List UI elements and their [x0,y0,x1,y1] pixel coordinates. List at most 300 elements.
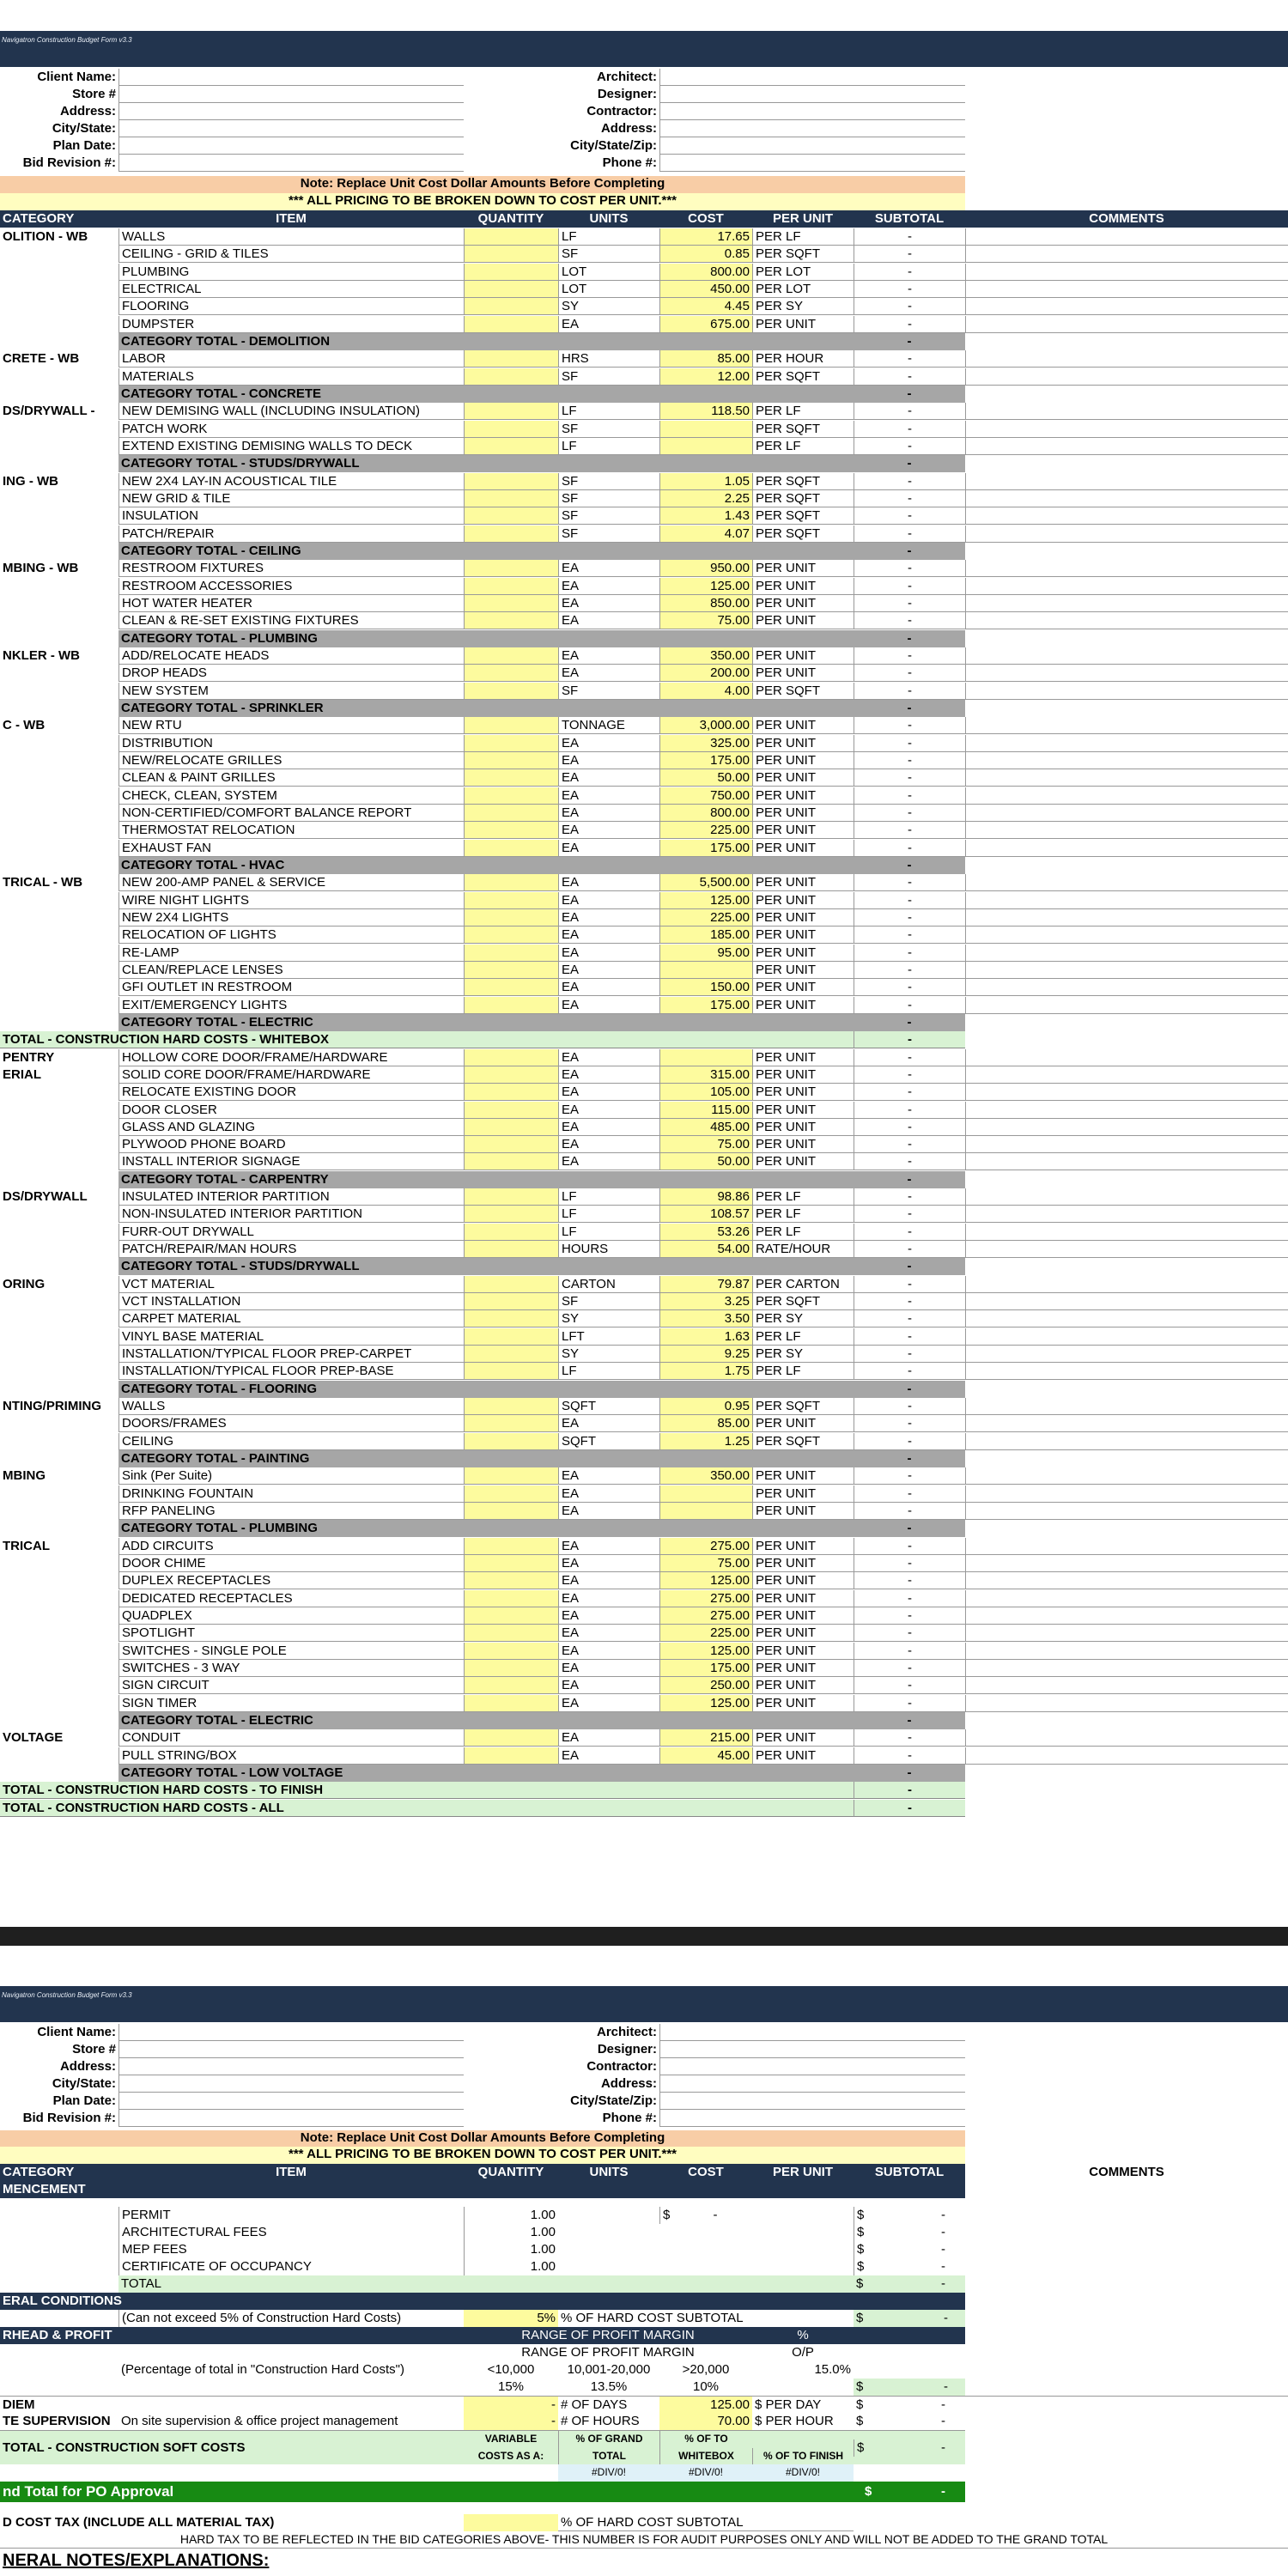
quantity-input[interactable] [464,1241,558,1258]
quantity-input[interactable] [464,1415,558,1432]
comments-field[interactable] [965,264,1288,281]
quantity-input[interactable] [464,473,558,490]
comments-field[interactable] [965,350,1288,368]
cost-input[interactable]: 175.00 [659,840,752,857]
label-contractor: Contractor: [586,104,657,118]
cost-input[interactable] [659,438,752,455]
comments-field[interactable] [965,1398,1288,1415]
quantity-input[interactable] [464,1049,558,1066]
comments-field[interactable] [965,403,1288,420]
op-sub-dash: - [944,2379,948,2394]
comments-field[interactable] [965,909,1288,927]
comments-field[interactable] [965,1467,1288,1485]
field-designer[interactable] [659,86,965,103]
comments-field[interactable] [965,473,1288,490]
comments-field[interactable] [965,1555,1288,1572]
quantity-input[interactable] [464,1102,558,1119]
comments-field[interactable] [965,1346,1288,1363]
quantity-input[interactable] [464,979,558,996]
col-units: UNITS [589,211,629,226]
per-unit-value: PER UNIT [752,1572,854,1589]
comments-field[interactable] [965,787,1288,805]
comments-field[interactable] [965,979,1288,996]
cost-input[interactable]: 17.65 [659,228,752,246]
cost-input[interactable]: 85.00 [659,1415,752,1432]
category-total-label: CATEGORY TOTAL - HVAC [118,857,965,874]
quantity-input[interactable] [464,264,558,281]
tax-pct-input[interactable] [464,2514,558,2531]
comments-field[interactable] [965,1590,1288,1607]
cost-input[interactable]: 75.00 [659,1136,752,1153]
cost-input[interactable]: 45.00 [659,1747,752,1765]
cost-input[interactable] [659,1049,752,1066]
cost-input[interactable]: 225.00 [659,909,752,927]
cost-input[interactable]: 125.00 [659,1695,752,1712]
quantity-input[interactable] [464,1660,558,1677]
cost-input[interactable]: 250.00 [659,1677,752,1694]
comments-field[interactable] [965,298,1288,315]
per-unit-value: PER UNIT [752,1119,854,1136]
field-address2[interactable] [659,120,965,137]
subtotal-value: - [854,368,965,386]
comments-field[interactable] [965,717,1288,734]
cost-input[interactable]: 108.57 [659,1206,752,1223]
comments-field[interactable] [965,1538,1288,1555]
cost-input[interactable]: 98.86 [659,1188,752,1206]
cost-input[interactable]: 315.00 [659,1066,752,1084]
comments-field[interactable] [965,1241,1288,1258]
comments-field[interactable] [965,1643,1288,1660]
cost-input[interactable]: 225.00 [659,822,752,839]
whitebox-pct-label-2: WHITEBOX [659,2448,752,2465]
cost-input[interactable]: 125.00 [659,1643,752,1660]
table-row [0,787,1288,805]
quantity-input[interactable] [464,1572,558,1589]
comments-field[interactable] [965,805,1288,822]
quantity-input[interactable] [464,1729,558,1747]
field-address[interactable] [118,103,464,120]
cost-input[interactable]: 0.85 [659,246,752,263]
cost-input[interactable]: 1.05 [659,473,752,490]
comments-field[interactable] [965,421,1288,438]
quantity-input[interactable] [464,1276,558,1293]
cost-input[interactable]: 215.00 [659,1729,752,1747]
cost-input[interactable]: 3,000.00 [659,717,752,734]
comments-field[interactable] [965,246,1288,263]
qty-coo[interactable]: 1.00 [464,2258,558,2275]
cost-input[interactable]: 185.00 [659,927,752,944]
comments-field[interactable] [965,945,1288,962]
field-address2-2[interactable] [659,2075,965,2093]
quantity-input[interactable] [464,945,558,962]
cost-input[interactable]: 1.25 [659,1433,752,1450]
category-total-row [0,1765,1288,1782]
quantity-input[interactable] [464,997,558,1014]
quantity-input[interactable] [464,1188,558,1206]
subtotal-value: - [854,1136,965,1153]
comments-field[interactable] [965,735,1288,752]
comments-field[interactable] [965,1066,1288,1084]
comments-field[interactable] [965,1049,1288,1066]
comments-field[interactable] [965,997,1288,1014]
quantity-input[interactable] [464,1084,558,1101]
comments-field[interactable] [965,612,1288,629]
qty-permit[interactable]: 1.00 [464,2207,558,2224]
per-unit-value: PER SQFT [752,368,854,386]
quantity-input[interactable] [464,1066,558,1084]
quantity-input[interactable] [464,421,558,438]
cost-input[interactable]: 675.00 [659,316,752,333]
comments-field[interactable] [965,647,1288,665]
label-citystate: City/State: [52,121,116,136]
quantity-input[interactable] [464,892,558,909]
comments-field[interactable] [965,1206,1288,1223]
perdiem-label: DIEM [3,2397,35,2412]
quantity-input[interactable] [464,1119,558,1136]
comments-field[interactable] [965,281,1288,298]
cost-input[interactable]: 125.00 [659,892,752,909]
cost-input[interactable]: 75.00 [659,1555,752,1572]
field-cityzip[interactable] [659,137,965,155]
cost-input[interactable]: 2.25 [659,490,752,507]
item-label: MATERIALS [118,368,464,386]
quantity-input[interactable] [464,246,558,263]
quantity-input[interactable] [464,1555,558,1572]
quantity-input[interactable] [464,490,558,507]
quantity-input[interactable] [464,683,558,700]
quantity-input[interactable] [464,805,558,822]
cost-input[interactable]: 125.00 [659,578,752,595]
comments-field[interactable] [965,368,1288,386]
comments-field[interactable] [965,316,1288,333]
per-unit-value: PER UNIT [752,1485,854,1503]
cost-input[interactable]: 3.50 [659,1310,752,1327]
item-label: NON-CERTIFIED/COMFORT BALANCE REPORT [118,805,464,822]
field-cityzip-2[interactable] [659,2093,965,2110]
comments-field[interactable] [965,228,1288,246]
comments-field[interactable] [965,1310,1288,1327]
label-store-2: Store # [72,2042,116,2057]
perdiem-qty[interactable]: - [464,2397,558,2414]
quantity-input[interactable] [464,752,558,769]
quantity-input[interactable] [464,1485,558,1503]
comments-field[interactable] [965,1660,1288,1677]
cost-input[interactable]: 325.00 [659,735,752,752]
category-total-label: CATEGORY TOTAL - DEMOLITION [118,333,965,350]
comments-field[interactable] [965,595,1288,612]
quantity-input[interactable] [464,1467,558,1485]
cost-input[interactable] [659,1485,752,1503]
cost-input[interactable]: 85.00 [659,350,752,368]
field-contractor[interactable] [659,103,965,120]
cost-input[interactable]: 850.00 [659,595,752,612]
cost-input[interactable]: 275.00 [659,1590,752,1607]
table-row [0,1695,1288,1712]
quantity-input[interactable] [464,1224,558,1241]
comments-field[interactable] [965,1485,1288,1503]
quantity-input[interactable] [464,1346,558,1363]
item-label: HOT WATER HEATER [118,595,464,612]
quantity-input[interactable] [464,316,558,333]
quantity-input[interactable] [464,874,558,891]
site-label: TE SUPERVISION [3,2414,111,2428]
quantity-input[interactable] [464,840,558,857]
cost-input[interactable]: 950.00 [659,560,752,577]
quantity-input[interactable] [464,822,558,839]
field-phone[interactable] [659,155,965,172]
comments-field[interactable] [965,1293,1288,1310]
cost-input[interactable]: 125.00 [659,1572,752,1589]
quantity-input[interactable] [464,1643,558,1660]
cost-input[interactable]: 1.75 [659,1363,752,1380]
per-unit-value: PER UNIT [752,612,854,629]
table-row [0,368,1288,386]
gc-pct-label: % OF HARD COST SUBTOTAL [561,2311,744,2325]
cost-input[interactable]: 800.00 [659,805,752,822]
cost-input[interactable]: 225.00 [659,1625,752,1642]
cost-input[interactable]: 4.07 [659,526,752,543]
grand-total-row [0,2482,965,2502]
quantity-input[interactable] [464,1310,558,1327]
quantity-input[interactable] [464,962,558,979]
cost-input[interactable] [659,962,752,979]
per-unit-value: PER UNIT [752,1415,854,1432]
field-store-2[interactable] [118,2041,464,2058]
comments-field[interactable] [965,1695,1288,1712]
comments-field[interactable] [965,1188,1288,1206]
comments-field[interactable] [965,526,1288,543]
category-label [0,264,118,281]
cost-input[interactable]: 50.00 [659,769,752,787]
cost-input[interactable]: 50.00 [659,1153,752,1170]
comments-field[interactable] [965,1276,1288,1293]
field-bidrev-2[interactable] [118,2110,464,2127]
cost-input[interactable]: 79.87 [659,1276,752,1293]
comments-field[interactable] [965,683,1288,700]
field-client[interactable] [118,69,464,86]
field-phone-2[interactable] [659,2110,965,2127]
perdiem-cost[interactable]: 125.00 [659,2397,752,2414]
cost-input[interactable]: 350.00 [659,647,752,665]
quantity-input[interactable] [464,298,558,315]
item-label: RFP PANELING [118,1503,464,1520]
item-label: CARPET MATERIAL [118,1310,464,1327]
comments-field[interactable] [965,840,1288,857]
subtotal-value: - [854,909,965,927]
cost-input[interactable]: 53.26 [659,1224,752,1241]
quantity-input[interactable] [464,1153,558,1170]
comments-field[interactable] [965,1607,1288,1625]
cost-input[interactable]: 95.00 [659,945,752,962]
cost-input[interactable]: 54.00 [659,1241,752,1258]
site-cost[interactable]: 70.00 [659,2413,752,2430]
field-citystate-2[interactable] [118,2075,464,2093]
quantity-input[interactable] [464,927,558,944]
cost-input[interactable]: 12.00 [659,368,752,386]
quantity-input[interactable] [464,1136,558,1153]
comments-field[interactable] [965,1328,1288,1346]
field-architect-2[interactable] [659,2024,965,2041]
quantity-input[interactable] [464,1590,558,1607]
quantity-input[interactable] [464,1625,558,1642]
cost-input[interactable]: 175.00 [659,997,752,1014]
subtotal-value: - [854,1695,965,1712]
cost-input[interactable]: 800.00 [659,264,752,281]
cost-input[interactable] [659,421,752,438]
comments-field[interactable] [965,1153,1288,1170]
units-value: EA [558,1485,659,1503]
quantity-input[interactable] [464,647,558,665]
cost-input[interactable]: 150.00 [659,979,752,996]
cost-input[interactable] [659,1503,752,1520]
item-label: DOORS/FRAMES [118,1415,464,1432]
comments-field[interactable] [965,578,1288,595]
comments-field[interactable] [965,490,1288,507]
comments-field[interactable] [965,1572,1288,1589]
cost-input[interactable]: 75.00 [659,612,752,629]
qty-mep[interactable]: 1.00 [464,2241,558,2258]
op-pct[interactable]: 15.0% [814,2362,851,2377]
units-value: SY [558,1346,659,1363]
field-address-2[interactable] [118,2058,464,2075]
per-unit-value: PER UNIT [752,979,854,996]
cost-input[interactable]: 105.00 [659,1084,752,1101]
field-store[interactable] [118,86,464,103]
sub-dash-coo: - [941,2259,945,2274]
cost-input[interactable]: 115.00 [659,1102,752,1119]
quantity-input[interactable] [464,228,558,246]
cost-input[interactable]: 5,500.00 [659,874,752,891]
comments-field[interactable] [965,507,1288,525]
cost-input[interactable]: 175.00 [659,752,752,769]
cost-input[interactable]: 275.00 [659,1607,752,1625]
comments-field[interactable] [965,1119,1288,1136]
quantity-input[interactable] [464,403,558,420]
quantity-input[interactable] [464,1677,558,1694]
quantity-input[interactable] [464,735,558,752]
comments-field[interactable] [965,822,1288,839]
comments-field[interactable] [965,892,1288,909]
comments-field[interactable] [965,1747,1288,1765]
comments-field[interactable] [965,769,1288,787]
quantity-input[interactable] [464,1503,558,1520]
field-plandate-2[interactable] [118,2093,464,2110]
comments-field[interactable] [965,1503,1288,1520]
cost-input[interactable]: 1.63 [659,1328,752,1346]
quantity-input[interactable] [464,612,558,629]
field-client-2[interactable] [118,2024,464,2041]
quantity-input[interactable] [464,1695,558,1712]
cost-input[interactable]: 1.43 [659,507,752,525]
qty-arch[interactable]: 1.00 [464,2224,558,2241]
item-label: INSTALLATION/TYPICAL FLOOR PREP-CARPET [118,1346,464,1363]
quantity-input[interactable] [464,368,558,386]
quantity-input[interactable] [464,1433,558,1450]
subtotal-value: - [854,1643,965,1660]
field-architect[interactable] [659,69,965,86]
quantity-input[interactable] [464,1538,558,1555]
quantity-input[interactable] [464,909,558,927]
quantity-input[interactable] [464,1747,558,1765]
cost-input[interactable]: 275.00 [659,1538,752,1555]
quantity-input[interactable] [464,560,558,577]
quantity-input[interactable] [464,717,558,734]
comments-field[interactable] [965,1625,1288,1642]
quantity-input[interactable] [464,665,558,682]
quantity-input[interactable] [464,1363,558,1380]
cost-input[interactable]: 350.00 [659,1467,752,1485]
units-value: EA [558,1695,659,1712]
quantity-input[interactable] [464,281,558,298]
cost-input[interactable]: 3.25 [659,1293,752,1310]
quantity-input[interactable] [464,1206,558,1223]
quantity-input[interactable] [464,1607,558,1625]
quantity-input[interactable] [464,787,558,805]
cost-input[interactable]: 4.00 [659,683,752,700]
comments-field[interactable] [965,1084,1288,1101]
quantity-input[interactable] [464,1398,558,1415]
cost-input[interactable]: 200.00 [659,665,752,682]
quantity-input[interactable] [464,350,558,368]
gc-pct[interactable]: 5% [464,2310,558,2327]
field-citystate[interactable] [118,120,464,137]
table-row [0,316,1288,333]
comments-field[interactable] [965,560,1288,577]
comments-field[interactable] [965,962,1288,979]
item-label: WALLS [118,228,464,246]
comments-field[interactable] [965,1224,1288,1241]
cost-input[interactable]: 485.00 [659,1119,752,1136]
quantity-input[interactable] [464,769,558,787]
comments-field[interactable] [965,752,1288,769]
comments-field[interactable] [965,1433,1288,1450]
comments-field[interactable] [965,1729,1288,1747]
field-plandate[interactable] [118,137,464,155]
quantity-input[interactable] [464,578,558,595]
quantity-input[interactable] [464,507,558,525]
quantity-input[interactable] [464,438,558,455]
field-designer-2[interactable] [659,2041,965,2058]
cost-input[interactable]: 0.95 [659,1398,752,1415]
site-qty[interactable]: - [464,2413,558,2430]
item-label: NEW RTU [118,717,464,734]
quantity-input[interactable] [464,1328,558,1346]
comments-field[interactable] [965,874,1288,891]
comments-field[interactable] [965,438,1288,455]
field-bidrev[interactable] [118,155,464,172]
comments-field[interactable] [965,1415,1288,1432]
per-unit-value: RATE/HOUR [752,1241,854,1258]
comments-field[interactable] [965,927,1288,944]
cost-input[interactable]: 175.00 [659,1660,752,1677]
cost-input[interactable]: 450.00 [659,281,752,298]
item-label: ADD/RELOCATE HEADS [118,647,464,665]
cost-input[interactable]: 4.45 [659,298,752,315]
comments-field[interactable] [965,665,1288,682]
quantity-input[interactable] [464,526,558,543]
comments-field[interactable] [965,1363,1288,1380]
comments-field[interactable] [965,1102,1288,1119]
table-row [0,1538,1288,1555]
comments-field[interactable] [965,1136,1288,1153]
quantity-input[interactable] [464,1293,558,1310]
comments-field[interactable] [965,1677,1288,1694]
quantity-input[interactable] [464,595,558,612]
cost-input[interactable]: 750.00 [659,787,752,805]
cost-input[interactable]: 118.50 [659,403,752,420]
cost-input[interactable]: 9.25 [659,1346,752,1363]
field-contractor-2[interactable] [659,2058,965,2075]
